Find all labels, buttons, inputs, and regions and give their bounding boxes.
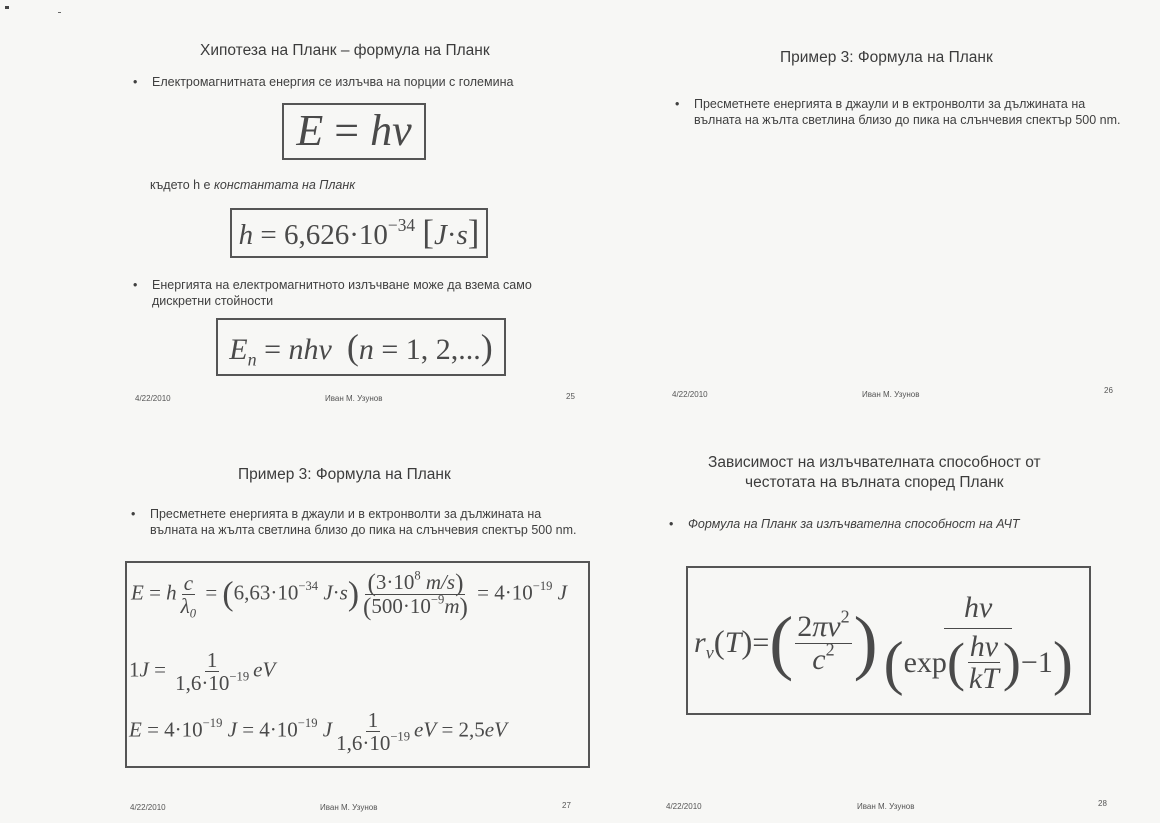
slide-25-bullet-2-text: Енергията на електромагнитното излъчване може да взема само дискретни стойности bbox=[152, 278, 532, 308]
slide-28-bullet-1 bbox=[669, 516, 1108, 532]
slide-25-title: Хипотеза на Планк – формула на Планк bbox=[200, 42, 490, 59]
slide-27-footer-date: 4/22/2010 bbox=[130, 803, 166, 812]
formula-energy-calculation bbox=[125, 561, 590, 768]
bullet-dot-icon: • bbox=[669, 517, 674, 531]
slide-27-bullet-1-text: Пресметнете енергията в джаули и в ектронволти за дължината на вълната на жълта светлина близо до пика на слънчевия спектър 500 nm. bbox=[150, 507, 577, 537]
slide-26-footer-page: 26 bbox=[1104, 386, 1113, 395]
bullet-dot-icon: • bbox=[131, 507, 136, 521]
slide-28-title bbox=[708, 453, 1041, 493]
slide-27-bullet-1 bbox=[131, 506, 585, 538]
slide-28-bullet-1-text: Формула на Планк за излъчвателна способност на АЧТ bbox=[688, 517, 1020, 531]
formula-planck-radiation bbox=[686, 566, 1091, 715]
formula-planck-constant: $h = 6,626\cdot 10^{-34}$ [J·s] bbox=[230, 208, 488, 258]
bullet-dot-icon: • bbox=[675, 97, 680, 111]
slide-26-footer-date: 4/22/2010 bbox=[672, 390, 708, 399]
slide-28-footer-page: 28 bbox=[1098, 799, 1107, 808]
slide-28-title-line-2: честотата на вълната според Планк bbox=[745, 474, 1004, 491]
formula-line-1: E = h $\frac{c}{\lambda_0}$ = ($6,63\cdot 10^{-34}$ J·s) $\frac{(3\cdot 10^8 m/s)}{(500\cdot 10^{-9}m)}$ = $4\cdot 10^{-19}$ J bbox=[131, 568, 567, 622]
scan-speck bbox=[5, 6, 9, 9]
slide-27-footer-page: 27 bbox=[562, 801, 571, 810]
slide-25-bullet-2 bbox=[133, 277, 552, 309]
where-prefix: където h е bbox=[150, 178, 214, 192]
slide-28-title-line-1: Зависимост на излъчвателната способност от bbox=[708, 454, 1041, 471]
formula-en-nhv: $E_n = nh\nu$ (n = 1, 2,...) bbox=[216, 318, 506, 376]
scan-speck bbox=[58, 12, 61, 13]
planck-formula-expression: $r_\nu$ ( T ) = ( $\frac{2\pi\nu^2}{c^2}$ ) hν ( exp ( $\frac{h\nu}{kT}$ ) −1 ) bbox=[694, 591, 1073, 696]
slide-25-footer-page: 25 bbox=[566, 392, 575, 401]
slide-28-footer-date: 4/22/2010 bbox=[666, 802, 702, 811]
slide-25-bullet-1-text: Електромагнитната енергия се излъчва на порции с големина bbox=[152, 75, 514, 89]
slide-27-title: Пример 3: Формула на Планк bbox=[238, 466, 451, 483]
bullet-dot-icon: • bbox=[133, 278, 138, 292]
slide-26-bullet-1-text: Пресметнете енергията в джаули и в ектронволти за дължината на вълната на жълта светлина близо до пика на слънчевия спектър 500 nm. bbox=[694, 97, 1121, 127]
slide-25-bullet-1 bbox=[133, 74, 572, 90]
bullet-dot-icon: • bbox=[133, 75, 138, 89]
slide-26-title: Пример 3: Формула на Планк bbox=[780, 49, 993, 66]
slide-25-where-text bbox=[150, 177, 510, 193]
formula-line-2: 1J = $\frac{1}{1,6\cdot 10^{-19}}$ eV bbox=[129, 648, 276, 696]
planck-constant-label: константата на Планк bbox=[213, 178, 356, 192]
slide-28-footer-author: Иван М. Узунов bbox=[857, 802, 915, 811]
slide-26-bullet-1 bbox=[675, 96, 1124, 128]
formula-e-hv: E = hν bbox=[282, 103, 426, 160]
slide-26-footer-author: Иван М. Узунов bbox=[862, 390, 920, 399]
slide-25-footer-author: Иван М. Узунов bbox=[325, 394, 383, 403]
formula-line-3: $E = 4\cdot 10^{-19}$ $J = 4\cdot 10^{-19}$ J $\frac{1}{1,6\cdot 10^{-19}}$ eV = 2,5eV bbox=[129, 708, 507, 756]
slide-25-footer-date: 4/22/2010 bbox=[135, 394, 171, 403]
slide-27-footer-author: Иван М. Узунов bbox=[320, 803, 378, 812]
